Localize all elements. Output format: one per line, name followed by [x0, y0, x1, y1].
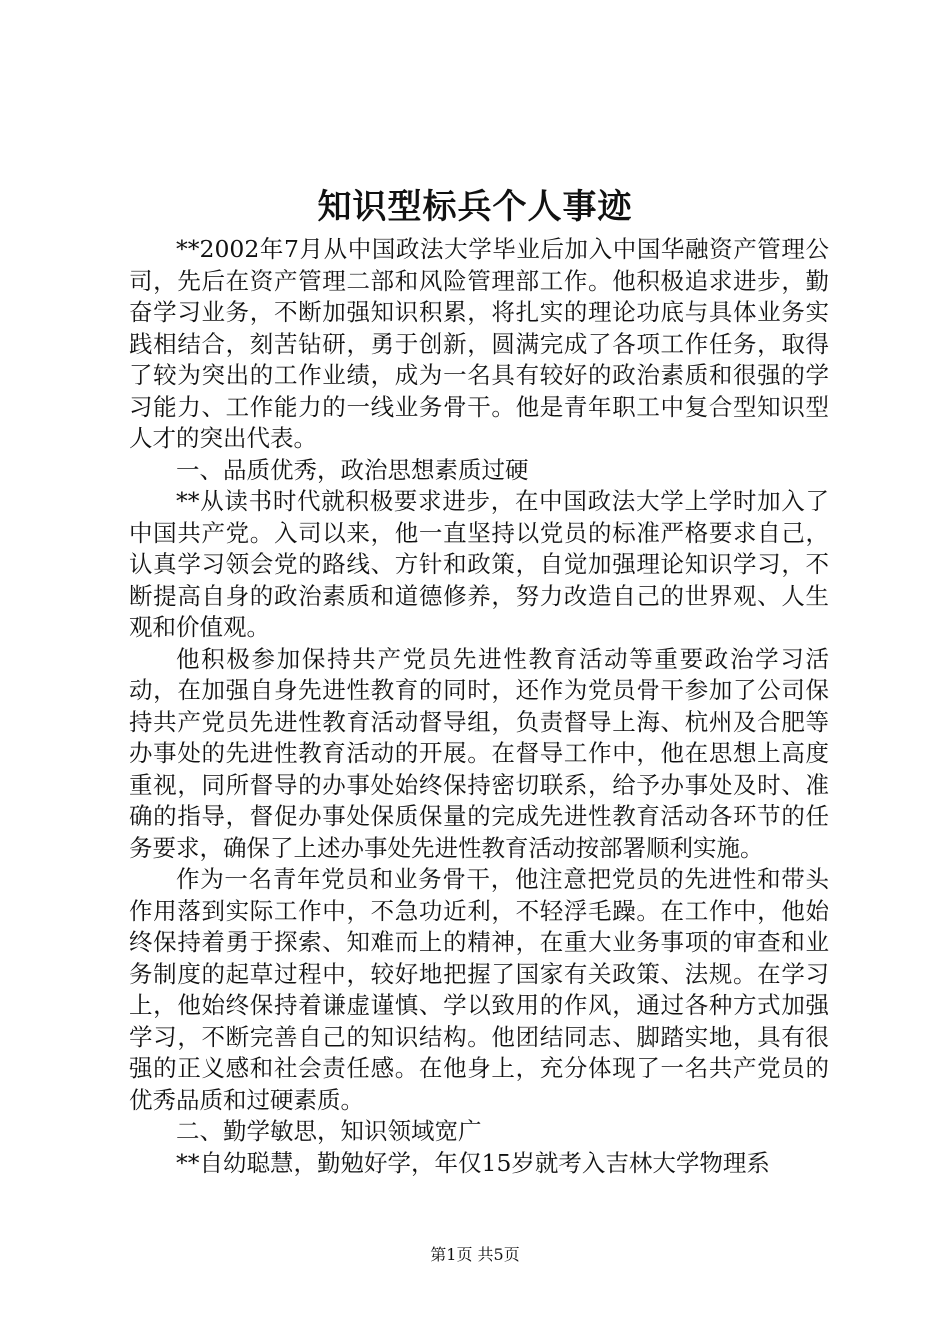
document-title: 知识型标兵个人事迹	[317, 187, 633, 227]
paragraph-education-activity: 他积极参加保持共产党员先进性教育活动等重要政治学习活动，在加强自身先进性教育的同时，还作为党员骨干参加了公司保持共产党员先进性教育活动督导组，负责督导上海、杭州及合肥等办事处的先进性教育活动的开展。在督导工作中，他在思想上高度重视，同所督导的办事处始终保持密切联系，给予办事处及时、准确的指导，督促办事处保质保量的完成先进性教育活动各环节的任务要求，确保了上述办事处先进性教育活动按部署顺利实施。	[129, 644, 829, 862]
page-footer: 第1页 共5页	[430, 1245, 520, 1264]
paragraph-political: **从读书时代就积极要求进步，在中国政法大学上学时加入了中国共产党。入司以来，他一直坚持以党员的标准严格要求自己，认真学习领会党的路线、方针和政策，自觉加强理论知识学习，不断提高自身的政治素质和道德修养，努力改造自己的世界观、人生观和价值观。	[129, 487, 829, 641]
paragraph-study: **自幼聪慧，勤勉好学，年仅15岁就考入吉林大学物理系	[176, 1148, 770, 1177]
section-heading-1: 一、品质优秀，政治思想素质过硬	[176, 455, 529, 484]
paragraph-intro: **2002年7月从中国政法大学毕业后加入中国华融资产管理公司，先后在资产管理二部和风险管理部工作。他积极追求进步，勤奋学习业务，不断加强知识积累，将扎实的理论功底与具体业务实践相结合，刻苦钻研，勇于创新，圆满完成了各项工作任务，取得了较为突出的工作业绩，成为一名具有较好的政治素质和很强的学习能力、工作能力的一线业务骨干。他是青年职工中复合型知识型人才的突出代表。	[129, 235, 829, 452]
document-body	[129, 234, 829, 1179]
section-heading-2: 二、勤学敏思，知识领域宽广	[176, 1117, 482, 1145]
paragraph-party-member: 作为一名青年党员和业务骨干，他注意把党员的先进性和带头作用落到实际工作中，不急功近利，不轻浮毛躁。在工作中，他始终保持着勇于探索、知难而上的精神，在重大业务事项的审查和业务制度的起草过程中，较好地把握了国家有关政策、法规。在学习上，他始终保持着谦虚谨慎、学以致用的作风，通过各种方式加强学习，不断完善自己的知识结构。他团结同志、脚踏实地，具有很强的正义感和社会责任感。在他身上，充分体现了一名共产党员的优秀品质和过硬素质。	[129, 865, 829, 1114]
